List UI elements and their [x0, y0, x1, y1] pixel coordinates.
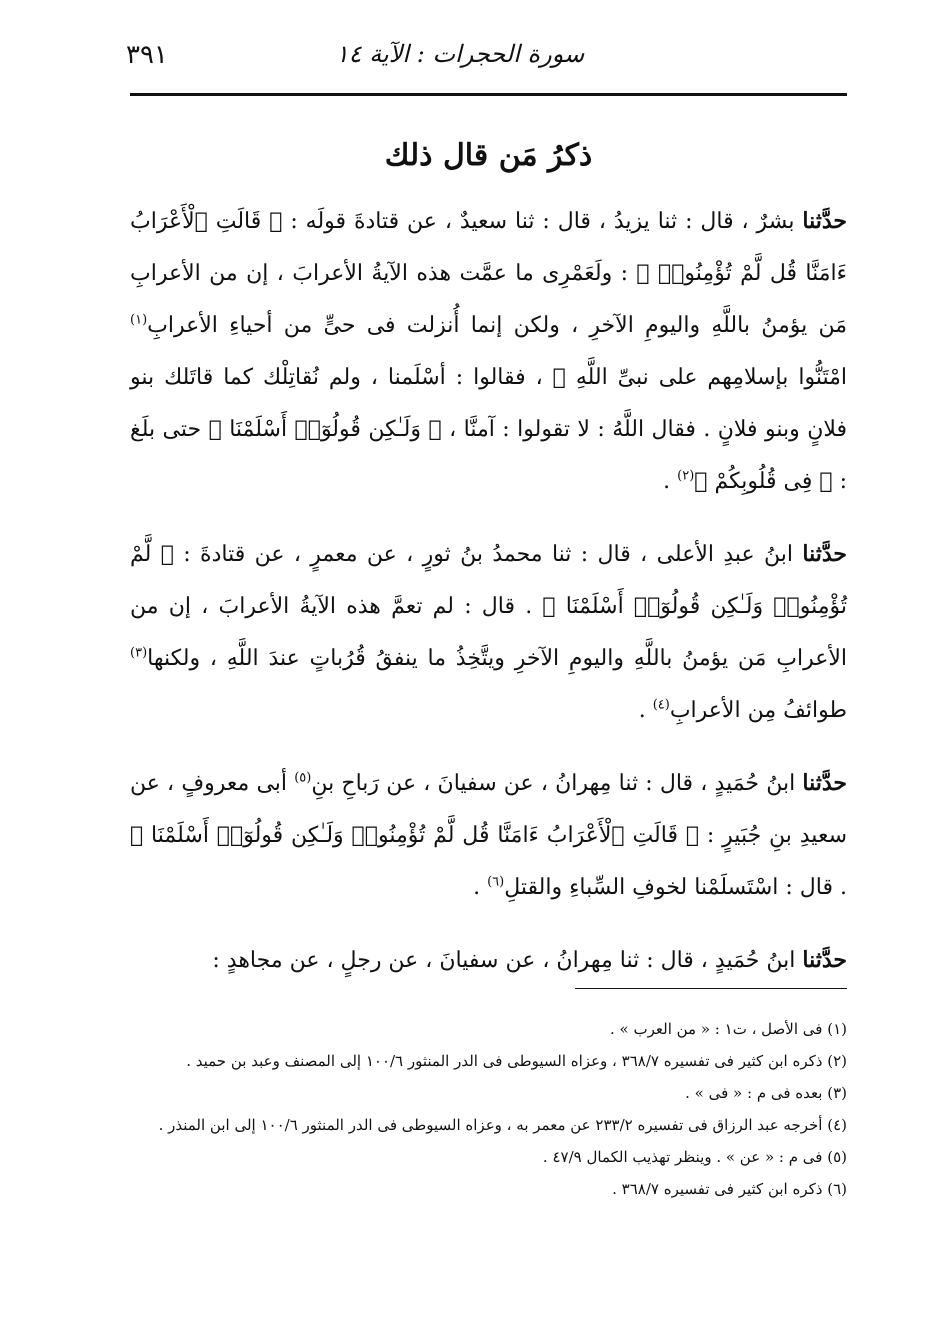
paragraph-1: [130, 195, 847, 508]
footnote-5: (٥) فى م : « عن » . وينظر تهذيب الكمال ٤٧/٩ .: [542, 1148, 847, 1166]
section-title: ذكرُ مَن قال ذلك: [384, 138, 593, 173]
paragraph-text-cont: امْتَنُّوا بإسلامِهم على نبىِّ اللَّهِ ﷺ ، فقالوا : أسْلَمنا ، ولم نُقاتِلْك كما قاتَلك بنو فلانٍ وبنو فلانٍ . فقال اللَّهُ : لا تقولوا : آمنَّا ، ﴿ وَلَـٰكِن قُولُوٓا۟ أَسْلَمْنَا ﴾ حتى بلَغ : ﴿ فِى قُلُوبِكُمْ ﴾: [130, 365, 847, 494]
footnote-ref: (٦): [487, 874, 505, 890]
footnote-ref: (٤): [652, 697, 670, 713]
paragraph-end: .: [473, 875, 488, 900]
paragraph-text-cont: أبى معروفٍ ، عن سعيدِ بنِ جُبَيرٍ : ﴿ قَالَتِ ٱلْأَعْرَابُ ءَامَنَّا قُل لَّمْ تُؤْمِنُوا۟ وَلَـٰكِن قُولُوٓا۟ أَسْلَمْنَا ﴾ . قال : اسْتَسلَمْنا لخوفِ السِّباءِ والقتلِ: [130, 771, 847, 900]
paragraph-text-cont: طوائفُ مِن الأعرابِ: [669, 698, 847, 723]
footnote-rule: [575, 988, 847, 989]
main-text: [130, 195, 847, 1007]
page-number: ٣٩١: [126, 40, 168, 70]
header-rule: [130, 93, 847, 96]
footnote-ref: (٣): [130, 645, 148, 661]
paragraph-4: [130, 934, 847, 987]
paragraph-end: .: [663, 469, 678, 494]
paragraph-lead: حدَّثنا: [802, 208, 847, 234]
footnote-4: (٤) أخرجه عبد الرزاق فى تفسيره ٢٣٣/٢ عن معمر به ، وعزاه السيوطى فى الدر المنثور ١٠٠/٦ إلى ابن المنذر .: [158, 1116, 847, 1134]
paragraph-end: .: [638, 698, 653, 723]
footnote-2: (٢) ذكره ابن كثير فى تفسيره ٣٦٨/٧ ، وعزاه السيوطى فى الدر المنثور ١٠٠/٦ إلى المصنف وعبد بن حميد .: [186, 1052, 847, 1070]
footnote-3: (٣) بعده فى م : « فى » .: [685, 1084, 847, 1102]
footnote-ref: (٢): [677, 468, 695, 484]
paragraph-text: بشرٌ ، قال : ثنا يزيدُ ، قال : ثنا سعيدٌ ، عن قتادةَ قولَه : ﴿ قَالَتِ ٱلْأَعْرَابُ ءَامَنَّا قُل لَّمْ تُؤْمِنُوا۟ ﴾ : ولَعَمْرِى ما عمَّت هذه الآيةُ الأعرابَ ، إن من الأعرابِ مَن يؤمنُ باللَّهِ واليومِ الآخرِ ، ولكن إنما أُنزلت فى حىٍّ من أحياءِ الأعرابِ: [130, 209, 847, 338]
paragraph-lead: حدَّثنا: [802, 947, 847, 973]
footnote-1: (١) فى الأصل ، ت١ : « من العرب » .: [610, 1020, 847, 1038]
footnote-ref: (١): [130, 312, 148, 328]
paragraph-2: [130, 528, 847, 737]
paragraph-text: ابنُ عبدِ الأعلى ، قال : ثنا محمدُ بنُ ثورٍ ، عن معمرٍ ، عن قتادةَ : ﴿ لَّمْ تُؤْمِنُوا۟ وَلَـٰكِن قُولُوٓا۟ أَسْلَمْنَا ﴾ . قال : لم تعمَّ هذه الآيةُ الأعرابَ ، إن من الأعرابِ مَن يؤمنُ باللَّهِ واليومِ الآخرِ ويتَّخِذُ ما ينفقُ قُرُباتٍ عندَ اللَّهِ ، ولكنها: [130, 542, 847, 671]
paragraph-lead: حدَّثنا: [802, 770, 847, 796]
paragraph-3: [130, 757, 847, 914]
paragraph-lead: حدَّثنا: [802, 541, 847, 567]
footnote-ref: (٥): [294, 770, 312, 786]
paragraph-text: ابنُ حُمَيدٍ ، قال : ثنا مِهرانُ ، عن سفيانَ ، عن رجلٍ ، عن مجاهدٍ :: [212, 948, 803, 973]
paragraph-text: ابنُ حُمَيدٍ ، قال : ثنا مِهرانُ ، عن سفيانَ ، عن رَباحِ بنِ: [311, 771, 803, 796]
running-header-title: سورة الحجرات : الآية ١٤: [335, 40, 585, 68]
footnote-6: (٦) ذكره ابن كثير فى تفسيره ٣٦٨/٧ .: [612, 1180, 847, 1198]
footnotes: [130, 1015, 847, 1207]
